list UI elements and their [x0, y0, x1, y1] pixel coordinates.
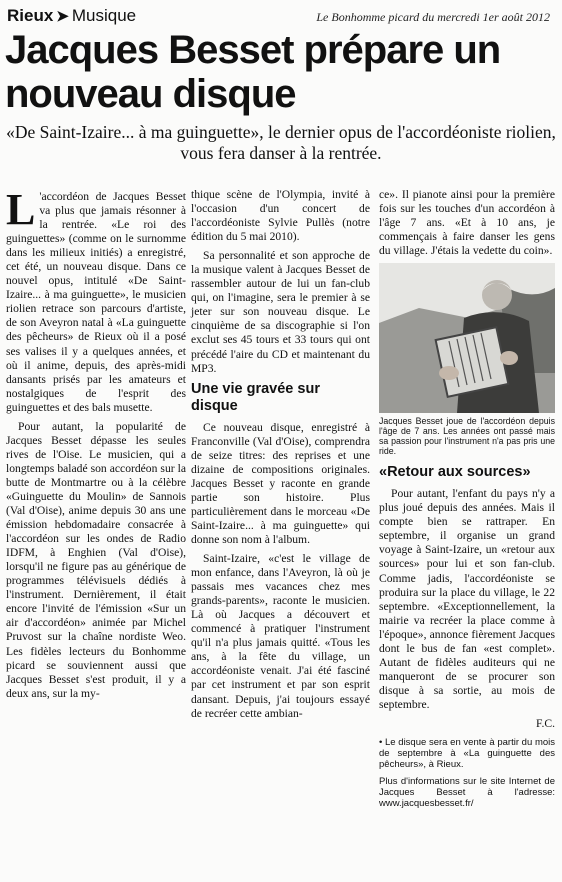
publication-line: Le Bonhomme picard du mercredi 1er août 2012 [316, 10, 550, 24]
paragraph [6, 185, 186, 415]
headline: Jacques Besset prépare un nouveau disque [5, 28, 501, 116]
paragraph: Pour autant, l'enfant du pays n'y a plus joué depuis des années. Mais il compte bien se rattraper. En septembre, il organise un grand voyage à Saint-Izaire, un «retour aux sources» pour lui et son fan-club. Comme jadis, l'accordéoniste se produira sur la place du village, le 22 septembre. «Exceptionnellement, la mairie va recréer la place comme à l'époque», annonce fièrement Jacques dont le bus de fan «est complet». Autant de fidèles auditeurs qui ne manqueront de se procurer son disque à sa sortie, au mois de septembre. [379, 487, 555, 711]
author-signature: F.C. [535, 716, 555, 730]
paragraph: Pour autant, la popularité de Jacques Besset dépasse les seules rives de l'Oise. Le musicien, qui a longtemps baladé son accordéon sur la butte de Montmartre ou à la célèbre «Guinguette du Moulin» de Sannois (Val d'Oise), anime depuis 30 ans une émission hebdomadaire consacrée à l'accordéon sur les ondes de Radio IDFM, à Enghien (Val d'Oise), lorsqu'il ne figure pas au générique de programmes télévisuels dédiés à l'instrument. Dernièrement, il était encore l'invité de l'émission «Sur un air d'accordéon» animée par Michel Pruvost sur la chaîne nordiste Weo. Les fidèles lecteurs du Bonhomme picard se souviennent aussi que Jacques Besset s'est produit, il y a deux ans, sur la my- [6, 419, 186, 700]
subheading: «Retour aux sources» [379, 464, 531, 481]
photo-caption: Jacques Besset joue de l'accordéon depuis l'âge de 7 ans. Les années ont passé mais sa passion pour l'instrument n'a pas pris une ride. [379, 416, 555, 457]
kicker-place: Rieux [7, 6, 54, 25]
paragraph: thique scène de l'Olympia, invité à l'occasion d'un concert de l'accordéoniste Sylvie Pullès (notre édition du 5 mai 2010). [191, 188, 370, 244]
section-kicker [7, 6, 136, 26]
paragraph: Saint-Izaire, «c'est le village de mon enfance, dans l'Aveyron, là où je passais mes vacances chez mes grands-parents», raconte le musicien. Là où Jacques a découvert et commencé à pratiquer l'instrument qu'il n'a plus jamais quitté. «Tous les ans, à la fête du village, un accordéoniste venait. J'ai été fasciné par cet instrument et par son esprit dansant. Depuis, j'ai toujours essayé de recréer cette ambian- [191, 552, 370, 720]
paragraph: ce». Il pianote ainsi pour la première fois sur les touches d'un accordéon à l'âge 7 ans. «Et à 10 ans, je commençais à faire danser les gens du village. J'étais la vedette du coin». [379, 188, 555, 258]
drop-cap: L [6, 185, 36, 234]
accordion-player-photo [379, 263, 555, 413]
paragraph: Ce nouveau disque, enregistré à Franconville (Val d'Oise), comprendra de seize titres: des reprises et une dizaine de compositions originales. Jacques Besset y raconte en grande partie son histoire. Plus particulièrement dans le morceau «De Saint-Izaire... à ma guinguette» qui donne son nom à l'album. [191, 420, 370, 546]
article-column-3 [379, 188, 555, 809]
article-column-2 [191, 188, 370, 726]
paragraph-text: 'accordéon de Jacques Besset va plus que jamais résonner à la rentrée. «Le roi des guinguettes» (comme on le surnomme dans les milieux initiés) a enregistré, cet été, un nouveau disque. Dans ce nouvel opus, intitulé «De Saint-Izaire... à ma guinguette», le musicien riolien retrace son parcours d'artiste, de son Aveyron natal à «La guinguette des pêcheurs» de Rieux où il a posé ses valises il y a quelques années, et où il anime, depuis, des après-midi dansants prisés par les amateurs et nostalgiques de l'esprit des guinguettes et des bals musette. [6, 190, 186, 414]
deck: «De Saint-Izaire... à ma guinguette», le dernier opus de l'accordéoniste riolien, vous fera danser à la rentrée. [6, 122, 556, 163]
paragraph: Sa personnalité et son approche de la musique valent à Jacques Besset de rassembler autour de lui un fan-club qui, on l'imagine, sera le premier à se jeter sur son nouveau disque. Le cinquième de sa discographie si l'on exclut ses 45 tours et 33 tours qui ont précédé l'aire du CD et maintenant du MP3. [191, 249, 370, 375]
kicker-section: Musique [71, 6, 137, 25]
subheading: Une vie gravée sur disque [191, 380, 320, 414]
info-note-website: Plus d'informations sur le site Internet de Jacques Besset à l'adresse: www.jacquesbesset.fr/ [379, 776, 555, 810]
article-column-1 [6, 185, 186, 706]
arrow-right-icon: ➤ [56, 8, 69, 25]
info-note: • Le disque sera en vente à partir du mois de septembre à «La guinguette des pêcheurs», à Rieux. [379, 737, 555, 771]
